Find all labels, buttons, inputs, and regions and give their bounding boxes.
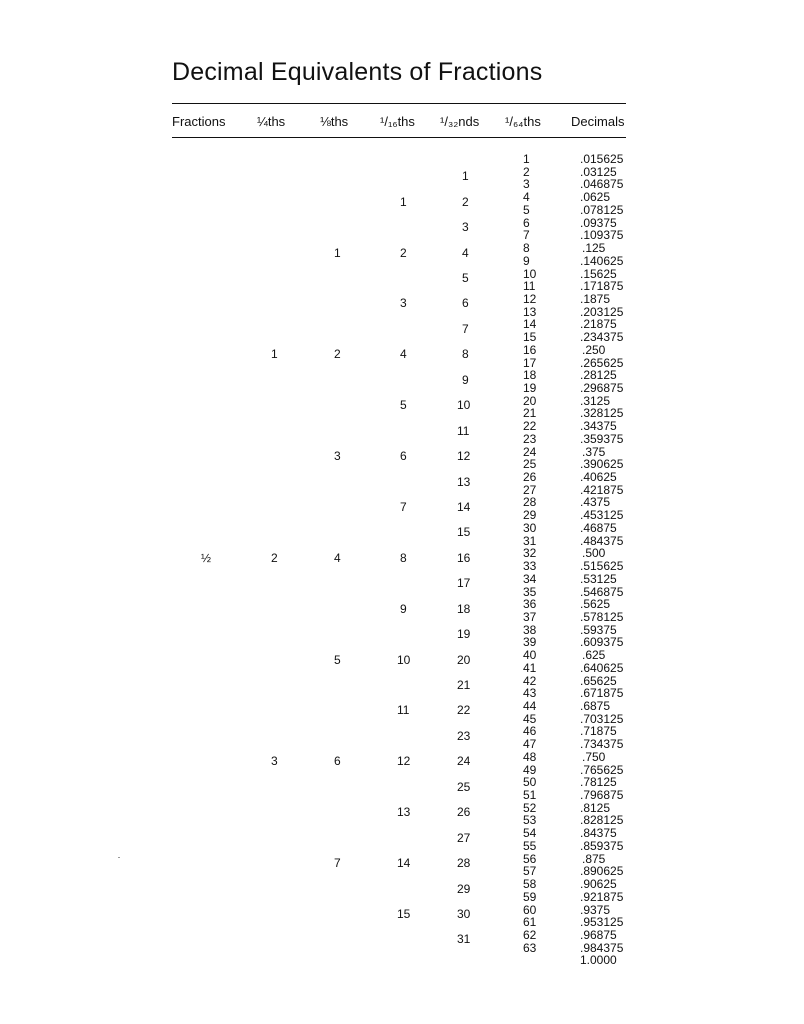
sixty-fourths-cell: 53 [523, 813, 537, 828]
sixty-fourths-cell: 59 [523, 889, 537, 904]
decimal-cell: .453125 [580, 508, 624, 523]
decimal-cell: .234375 [580, 330, 624, 345]
sixty-fourths-cell: 12 [523, 291, 537, 306]
decimal-cell: .34375 [580, 419, 617, 434]
sixteenths-cell: 3 [400, 296, 407, 311]
thirty-seconds-cell: 14 [457, 499, 471, 514]
thirty-seconds-cell: 24 [457, 754, 471, 769]
sixty-fourths-cell: 7 [523, 228, 530, 243]
sixteenths-cell: 6 [400, 449, 407, 463]
header-rule-top [172, 103, 626, 104]
thirty-seconds-cell: 4 [462, 245, 469, 260]
decimal-cell: .015625 [580, 152, 624, 166]
thirty-seconds-cell: 2 [462, 194, 469, 209]
thirty-seconds-cell: 30 [457, 906, 471, 921]
decimal-cell: .6875 [580, 699, 611, 713]
quarters-cell: 1 [271, 347, 278, 362]
sixty-fourths-cell: 20 [523, 393, 537, 408]
thirty-seconds-cell: 25 [457, 779, 471, 794]
decimal-cell: .140625 [580, 253, 624, 268]
sixty-fourths-cell: 16 [523, 342, 537, 357]
sixteenths-cell: 11 [397, 703, 410, 718]
sixteenths-cell: 14 [397, 856, 411, 871]
decimal-cell: .125 [582, 241, 606, 255]
sixteenths-cell: 2 [400, 245, 407, 260]
decimal-cell: .03125 [580, 164, 617, 179]
thirty-seconds-cell: 5 [462, 270, 469, 285]
decimal-cell: 1.0000 [580, 953, 617, 968]
sixty-fourths-cell: 54 [523, 826, 537, 841]
sixty-fourths-cell: 43 [523, 686, 537, 701]
decimal-cell: .15625 [580, 266, 617, 281]
sixty-fourths-cell: 50 [523, 775, 537, 790]
thirty-seconds-cell: 27 [457, 830, 471, 845]
thirty-seconds-cell: 31 [457, 932, 471, 947]
sixty-fourths-cell: 29 [523, 508, 537, 523]
sixty-fourths-cell: 33 [523, 559, 537, 573]
decimal-cell: .859375 [580, 838, 624, 853]
eighths-cell: 5 [334, 652, 341, 667]
thirty-seconds-cell: 29 [457, 881, 471, 896]
sixty-fourths-cell: 9 [523, 253, 530, 268]
sixty-fourths-cell: 46 [523, 724, 537, 739]
sixty-fourths-cell: 40 [523, 648, 537, 663]
eighths-cell: 6 [334, 754, 341, 769]
sixty-fourths-cell: 34 [523, 571, 537, 586]
sixty-fourths-cell: 18 [523, 368, 537, 383]
sixty-fourths-cell: 39 [523, 635, 537, 650]
sixteenths-cell: 5 [400, 398, 407, 413]
sixteenths-cell: 9 [400, 601, 407, 616]
sixty-fourths-cell: 47 [523, 737, 537, 752]
thirty-seconds-cell: 13 [457, 474, 471, 489]
eighths-cell: 7 [334, 856, 341, 871]
sixty-fourths-cell: 19 [523, 381, 537, 395]
header-fractions: Fractions [172, 114, 226, 129]
sixty-fourths-cell: 14 [523, 317, 537, 332]
decimal-cell: .890625 [580, 864, 624, 879]
sixty-fourths-cell: 52 [523, 800, 537, 815]
page-title: Decimal Equivalents of Fractions [172, 58, 543, 86]
decimal-cell: .328125 [580, 406, 624, 421]
decimal-cell: .421875 [580, 482, 624, 497]
sixty-fourths-cell: 60 [523, 902, 537, 917]
decimal-cell: .203125 [580, 304, 624, 319]
sixty-fourths-cell: 21 [523, 406, 537, 421]
decimal-cell: .0625 [580, 190, 611, 205]
decimal-cell: .46875 [580, 520, 617, 535]
sixty-fourths-cell: 17 [523, 355, 537, 370]
halves-cell: ½ [201, 550, 212, 565]
thirty-seconds-cell: 19 [457, 627, 471, 642]
decimal-cell: .40625 [580, 470, 617, 484]
sixteenths-cell: 12 [397, 754, 411, 769]
sixty-fourths-cell: 63 [523, 940, 537, 955]
sixty-fourths-cell: 4 [523, 190, 530, 205]
thirty-seconds-cell: 3 [462, 220, 469, 235]
sixteenths-cell: 1 [400, 194, 407, 209]
decimal-cell: .953125 [580, 915, 624, 930]
sixteenths-cell: 8 [400, 550, 407, 565]
thirty-seconds-cell: 17 [457, 576, 471, 591]
thirty-seconds-cell: 21 [457, 678, 471, 692]
decimal-cell: .90625 [580, 877, 617, 891]
decimal-cell: .59375 [580, 622, 617, 637]
sixty-fourths-cell: 15 [523, 330, 537, 345]
decimal-cell: .78125 [580, 775, 617, 790]
sixty-fourths-cell: 57 [523, 864, 537, 879]
decimal-cell: .359375 [580, 431, 624, 446]
eighths-cell: 2 [334, 347, 341, 362]
sixty-fourths-cell: 37 [523, 609, 537, 624]
decimal-cell: .1875 [580, 291, 611, 306]
decimal-cell: .9375 [580, 902, 611, 917]
quarters-cell: 3 [271, 754, 278, 769]
header-quarters: ¼ths [257, 114, 286, 129]
header-eighths: ⅛ths [320, 114, 349, 129]
eighths-cell: 4 [334, 550, 341, 565]
decimal-cell: .578125 [580, 609, 624, 624]
sixty-fourths-cell: 11 [523, 279, 536, 294]
decimal-cell: .078125 [580, 202, 624, 217]
sixty-fourths-cell: 6 [523, 215, 530, 230]
sixty-fourths-cell: 35 [523, 584, 537, 599]
decimal-cell: .250 [582, 342, 606, 357]
header-thirty-seconds: ¹/₃₂nds [440, 114, 480, 129]
sixty-fourths-cell: 28 [523, 495, 537, 510]
stray-mark [118, 857, 120, 858]
thirty-seconds-cell: 15 [457, 525, 471, 540]
sixty-fourths-cell: 1 [523, 152, 530, 166]
decimal-cell: .984375 [580, 940, 624, 955]
sixty-fourths-cell: 45 [523, 711, 537, 726]
decimal-cell: .96875 [580, 927, 617, 942]
sixty-fourths-cell: 31 [523, 533, 537, 548]
thirty-seconds-cell: 20 [457, 652, 471, 667]
decimal-cell: .640625 [580, 660, 624, 675]
thirty-seconds-cell: 10 [457, 398, 471, 413]
decimal-cell: .046875 [580, 177, 624, 192]
decimal-cell: .875 [582, 851, 606, 866]
decimal-cell: .625 [582, 648, 606, 663]
decimal-cell: .28125 [580, 368, 617, 383]
sixteenths-cell: 15 [397, 906, 411, 921]
thirty-seconds-cell: 28 [457, 856, 471, 871]
decimal-cell: .515625 [580, 559, 624, 573]
sixteenths-cell: 13 [397, 805, 411, 820]
decimal-cell: .171875 [580, 279, 624, 294]
eighths-cell: 3 [334, 449, 341, 463]
thirty-seconds-cell: 9 [462, 372, 469, 387]
decimal-cell: .796875 [580, 788, 624, 802]
sixty-fourths-cell: 30 [523, 520, 537, 535]
sixty-fourths-cell: 56 [523, 851, 537, 866]
sixty-fourths-cell: 26 [523, 470, 537, 484]
thirty-seconds-cell: 26 [457, 805, 471, 820]
thirty-seconds-cell: 8 [462, 347, 469, 362]
sixty-fourths-cell: 23 [523, 431, 537, 446]
sixty-fourths-cell: 2 [523, 164, 530, 179]
sixty-fourths-cell: 48 [523, 749, 537, 764]
sixty-fourths-cell: 58 [523, 877, 537, 891]
decimal-cell: .21875 [580, 317, 617, 332]
decimal-cell: .09375 [580, 215, 617, 230]
sixty-fourths-cell: 5 [523, 202, 530, 217]
sixty-fourths-cell: 42 [523, 673, 537, 688]
decimal-cell: .703125 [580, 711, 624, 726]
thirty-seconds-cell: 6 [462, 296, 469, 311]
thirty-seconds-cell: 23 [457, 728, 471, 743]
thirty-seconds-cell: 22 [457, 703, 471, 718]
sixty-fourths-cell: 24 [523, 444, 537, 459]
sixty-fourths-cell: 27 [523, 482, 537, 497]
decimal-cell: .765625 [580, 762, 624, 777]
decimal-cell: .609375 [580, 635, 624, 650]
sixty-fourths-cell: 8 [523, 241, 530, 255]
decimal-cell: .3125 [580, 393, 611, 408]
thirty-seconds-cell: 12 [457, 449, 471, 463]
sixty-fourths-cell: 49 [523, 762, 537, 777]
sixty-fourths-cell: 32 [523, 546, 537, 561]
sixty-fourths-cell: 62 [523, 927, 537, 942]
decimal-cell: .546875 [580, 584, 624, 599]
sixty-fourths-cell: 51 [523, 788, 537, 802]
decimal-cell: .484375 [580, 533, 624, 548]
decimal-cell: .71875 [580, 724, 617, 739]
decimal-cell: .53125 [580, 571, 617, 586]
decimal-cell: .671875 [580, 686, 624, 701]
decimal-cell: .65625 [580, 673, 617, 688]
thirty-seconds-cell: 7 [462, 321, 469, 336]
eighths-cell: 1 [334, 245, 341, 260]
decimal-cell: .375 [582, 444, 606, 459]
sixteenths-cell: 7 [400, 499, 407, 514]
sixty-fourths-cell: 55 [523, 838, 537, 853]
header-sixteenths: ¹/₁₆ths [380, 114, 415, 129]
thirty-seconds-cell: 1 [462, 169, 469, 184]
decimal-cell: .750 [582, 749, 606, 764]
sixty-fourths-cell: 61 [523, 915, 537, 930]
sixty-fourths-cell: 44 [523, 699, 537, 713]
thirty-seconds-cell: 18 [457, 601, 471, 616]
header-rule-bottom [172, 137, 626, 138]
decimal-cell: .734375 [580, 737, 624, 752]
sixty-fourths-cell: 13 [523, 304, 537, 319]
sixty-fourths-cell: 36 [523, 597, 537, 612]
decimal-cell: .8125 [580, 800, 611, 815]
sixteenths-cell: 10 [397, 652, 411, 667]
header-sixty-fourths: ¹/₆₄ths [505, 114, 541, 129]
decimal-cell: .296875 [580, 381, 624, 395]
thirty-seconds-cell: 16 [457, 550, 471, 565]
header-decimals: Decimals [571, 114, 625, 129]
decimal-cell: .828125 [580, 813, 624, 828]
decimal-cell: .265625 [580, 355, 624, 370]
decimal-cell: .4375 [580, 495, 611, 510]
decimal-cell: .84375 [580, 826, 617, 841]
quarters-cell: 2 [271, 550, 278, 565]
sixty-fourths-cell: 25 [523, 457, 537, 472]
decimal-cell: .921875 [580, 889, 624, 904]
sixteenths-cell: 4 [400, 347, 407, 362]
sixty-fourths-cell: 3 [523, 177, 530, 192]
decimal-cell: .109375 [580, 228, 624, 243]
sixty-fourths-cell: 38 [523, 622, 537, 637]
sixty-fourths-cell: 10 [523, 266, 537, 281]
thirty-seconds-cell: 11 [457, 423, 470, 438]
sixty-fourths-cell: 22 [523, 419, 537, 434]
decimal-cell: .500 [582, 546, 606, 561]
decimal-cell: .390625 [580, 457, 624, 472]
decimal-cell: .5625 [580, 597, 611, 612]
sixty-fourths-cell: 41 [523, 660, 537, 675]
